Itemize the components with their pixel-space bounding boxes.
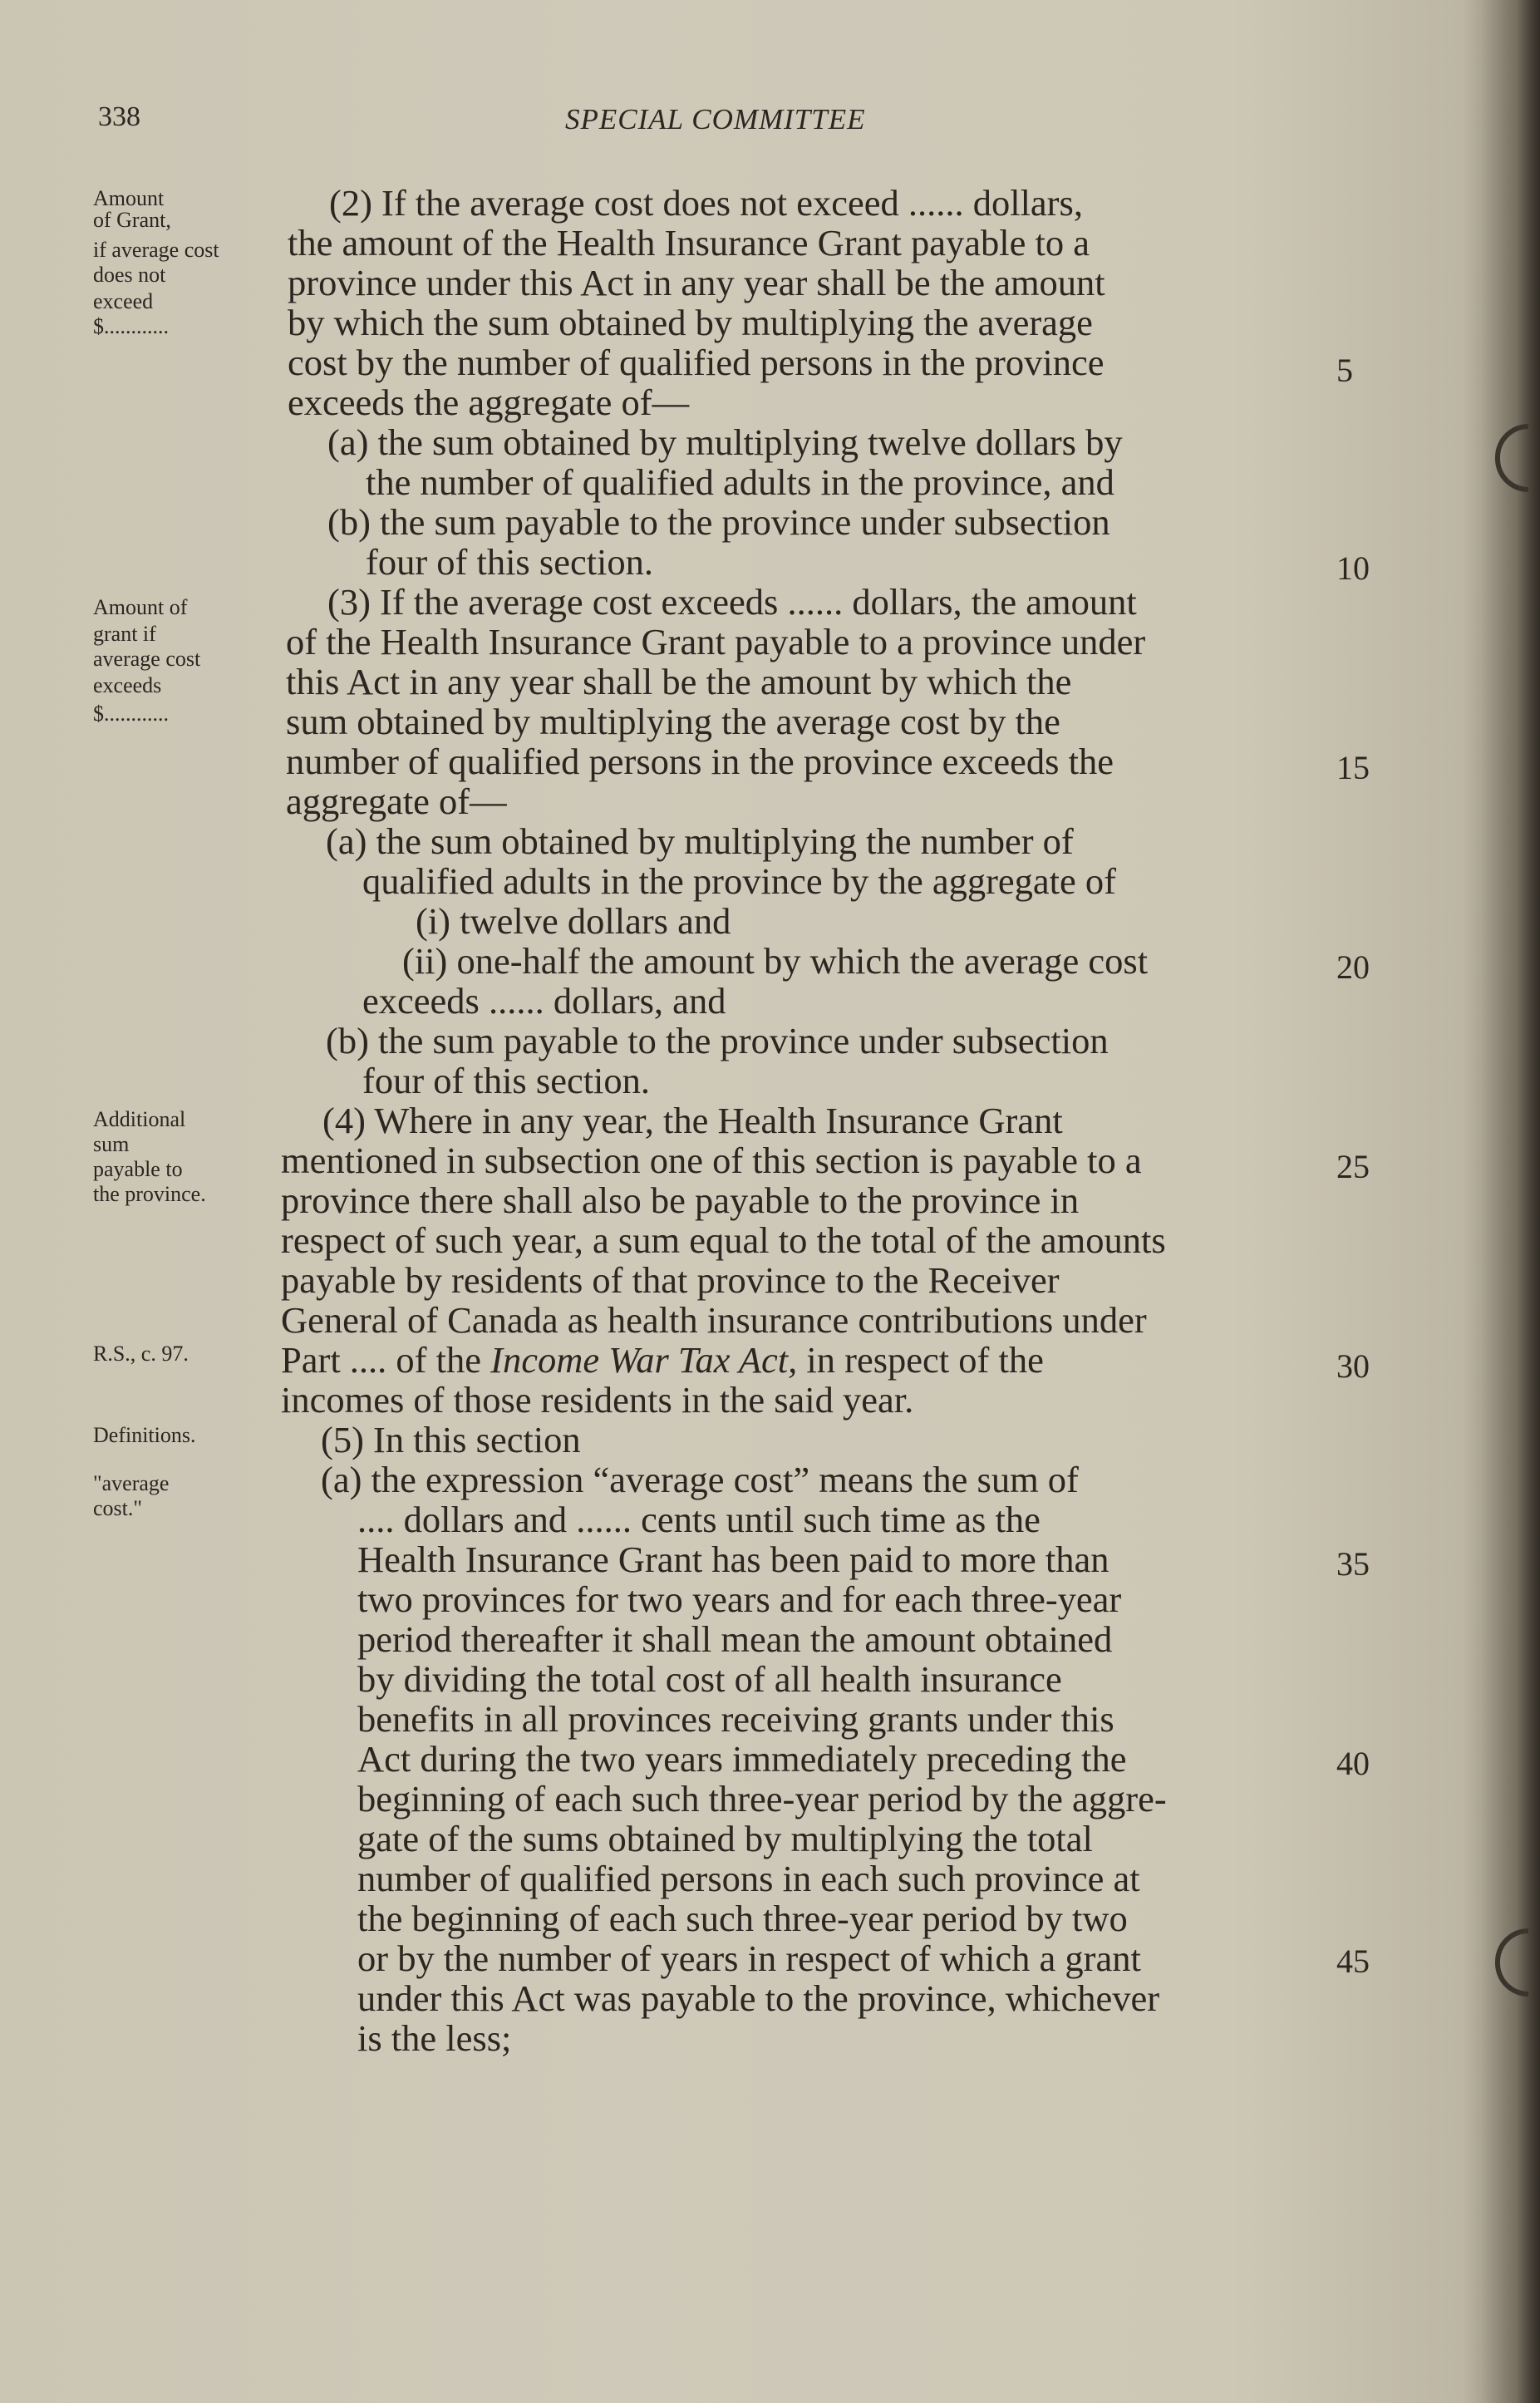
- margin-note: does not: [93, 263, 166, 287]
- margin-note: the province.: [93, 1182, 206, 1206]
- body-line: of the Health Insurance Grant payable to a province under: [286, 621, 1146, 662]
- body-line: (a) the expression “average cost” means the sum of: [321, 1459, 1079, 1500]
- act-title: Income War Tax Act,: [490, 1339, 798, 1381]
- body-line: (5) In this section: [321, 1419, 581, 1460]
- margin-note: grant if: [93, 622, 156, 646]
- line-number: 25: [1336, 1148, 1370, 1185]
- body-line: two provinces for two years and for each three-year: [357, 1578, 1122, 1620]
- margin-note: exceeds: [93, 673, 162, 697]
- body-line: this Act in any year shall be the amount by which the: [286, 661, 1072, 702]
- body-line: aggregate of—: [286, 780, 507, 822]
- body-line: under this Act was payable to the province, whichever: [357, 1977, 1160, 2019]
- body-line: (a) the sum obtained by multiplying twelve dollars by: [327, 421, 1123, 463]
- line-number: 35: [1336, 1545, 1370, 1583]
- body-line: is the less;: [357, 2017, 512, 2059]
- body-line: mentioned in subsection one of this section is payable to a: [281, 1140, 1142, 1181]
- margin-note: sum: [93, 1132, 130, 1156]
- body-line: (ii) one-half the amount by which the average cost: [402, 940, 1149, 982]
- body-line: (b) the sum payable to the province under subsection: [327, 501, 1110, 543]
- body-line: by which the sum obtained by multiplying the average: [288, 302, 1093, 343]
- body-text: in respect of the: [797, 1339, 1044, 1381]
- margin-note: Definitions.: [93, 1423, 196, 1447]
- body-line: cost by the number of qualified persons in the province: [288, 342, 1105, 383]
- margin-note: Amount of: [93, 595, 188, 619]
- body-line: province under this Act in any year shall be the amount: [288, 262, 1105, 303]
- margin-note: $............: [93, 314, 169, 338]
- body-line: exceeds the aggregate of—: [288, 382, 690, 423]
- line-number: 10: [1336, 549, 1370, 587]
- body-line: beginning of each such three-year period by the aggre-: [357, 1778, 1167, 1819]
- body-line: exceeds ...... dollars, and: [362, 980, 726, 1022]
- margin-note: "average: [93, 1471, 170, 1495]
- body-line: General of Canada as health insurance contributions under: [281, 1299, 1147, 1341]
- body-line: .... dollars and ...... cents until such time as the: [357, 1499, 1041, 1540]
- running-head: SPECIAL COMMITTEE: [565, 103, 866, 135]
- body-line-with-italic: [281, 1339, 1044, 1381]
- body-line: or by the number of years in respect of which a grant: [357, 1938, 1141, 1979]
- body-line: sum obtained by multiplying the average cost by the: [286, 701, 1060, 742]
- margin-note: Additional: [93, 1107, 186, 1131]
- page-number: 338: [98, 101, 140, 132]
- body-line: number of qualified persons in each such province at: [357, 1858, 1140, 1899]
- body-line: (4) Where in any year, the Health Insurance Grant: [322, 1100, 1063, 1141]
- body-line: province there shall also be payable to the province in: [281, 1179, 1080, 1221]
- body-line: the number of qualified adults in the province, and: [366, 461, 1114, 503]
- body-line: (i) twelve dollars and: [416, 900, 731, 942]
- margin-note: cost.": [93, 1496, 142, 1520]
- body-line: (a) the sum obtained by multiplying the number of: [326, 820, 1074, 862]
- body-line: period thereafter it shall mean the amount obtained: [357, 1618, 1113, 1660]
- body-text: Part .... of the: [281, 1339, 491, 1381]
- body-line: respect of such year, a sum equal to the total of the amounts: [281, 1219, 1166, 1261]
- body-line: qualified adults in the province by the aggregate of: [362, 860, 1116, 902]
- line-number: 5: [1336, 352, 1353, 389]
- margin-note: payable to: [93, 1157, 183, 1181]
- body-line: the beginning of each such three-year period by two: [357, 1898, 1128, 1939]
- body-line: Act during the two years immediately preceding the: [357, 1738, 1127, 1780]
- margin-note: Amount: [93, 186, 165, 210]
- body-line: (3) If the average cost exceeds ...... dollars, the amount: [327, 581, 1137, 623]
- line-number: 20: [1336, 948, 1370, 986]
- body-line: (b) the sum payable to the province under subsection: [326, 1020, 1109, 1061]
- line-number: 15: [1336, 749, 1370, 786]
- body-line: (2) If the average cost does not exceed ...... dollars,: [329, 182, 1083, 224]
- line-number: 30: [1336, 1347, 1370, 1385]
- margin-note: $............: [93, 702, 169, 726]
- body-line: four of this section.: [362, 1060, 651, 1101]
- binding-shadow: [1482, 0, 1540, 2403]
- line-number: 40: [1336, 1745, 1370, 1782]
- margin-note: exceed: [93, 289, 154, 313]
- body-line: incomes of those residents in the said year.: [281, 1379, 914, 1421]
- body-line: number of qualified persons in the province exceeds the: [286, 741, 1114, 782]
- body-line: benefits in all provinces receiving grants under this: [357, 1698, 1114, 1740]
- body-line: four of this section.: [366, 541, 654, 583]
- margin-note: R.S., c. 97.: [93, 1342, 189, 1366]
- margin-note: of Grant,: [93, 208, 171, 232]
- body-line: Health Insurance Grant has been paid to more than: [357, 1539, 1109, 1580]
- body-line: gate of the sums obtained by multiplying the total: [357, 1818, 1093, 1859]
- margin-note: if average cost: [93, 238, 219, 262]
- body-line: payable by residents of that province to the Receiver: [281, 1259, 1060, 1301]
- margin-note: average cost: [93, 647, 201, 671]
- body-line: by dividing the total cost of all health insurance: [357, 1658, 1062, 1700]
- line-number: 45: [1336, 1943, 1370, 1980]
- body-line: the amount of the Health Insurance Grant payable to a: [288, 222, 1090, 263]
